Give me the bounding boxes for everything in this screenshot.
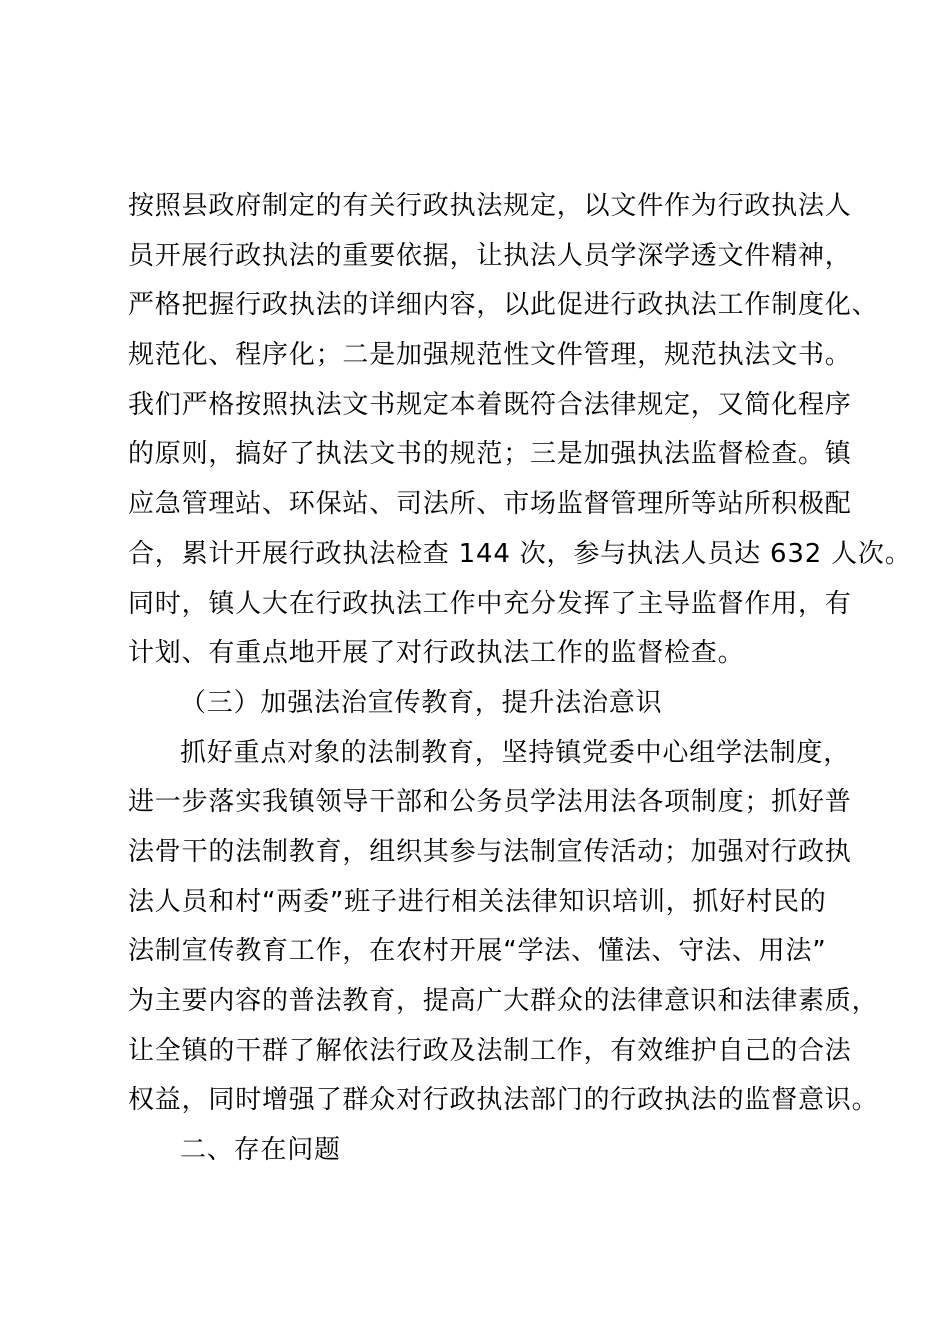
chapter-heading: 二、存在问题: [180, 1135, 341, 1166]
document-body: [128, 182, 912, 1176]
text-line: 为主要内容的普法教育，提高广大群众的法律意识和法律素质，: [128, 986, 879, 1016]
text-line: 我们严格按照执法文书规定本着既符合法律规定，又简化程序: [128, 389, 852, 420]
text-line: 的原则，搞好了执法文书的规范；三是加强执法监督检查。镇: [128, 439, 852, 470]
text-line: 法制宣传教育工作，在农村开展“学法、懂法、守法、用法”: [128, 936, 827, 967]
text-line: 应急管理站、环保站、司法所、市场监督管理所等站所积极配: [128, 489, 852, 520]
section-heading: （三）加强法治宣传教育，提升法治意识: [180, 687, 663, 718]
text-line: 规范化、程序化；二是加强规范性文件管理，规范执法文书。: [128, 340, 852, 371]
text-line: 严格把握行政执法的详细内容，以此促进行政执法工作制度化、: [128, 290, 879, 321]
text-line: 法人员和村“两委”班子进行相关法律知识培训，抓好村民的: [128, 886, 827, 917]
text-line: 合，累计开展行政执法检查 144 次，参与执法人员达 632 人次。: [128, 538, 912, 569]
text-line: 同时，镇人大在行政执法工作中充分发挥了主导监督作用，有: [128, 588, 852, 619]
paragraph-first-line: 抓好重点对象的法制教育，坚持镇党委中心组学法制度，: [180, 737, 851, 768]
text-line: 按照县政府制定的有关行政执法规定，以文件作为行政执法人: [128, 191, 852, 221]
text-line: 进一步落实我镇领导干部和公务员学法用法各项制度；抓好普: [128, 787, 852, 818]
text-line: 法骨干的法制教育，组织其参与法制宣传活动；加强对行政执: [128, 836, 852, 867]
text-line: 让全镇的干群了解依法行政及法制工作，有效维护自己的合法: [128, 1035, 852, 1066]
text-line: 员开展行政执法的重要依据，让执法人员学深学透文件精神，: [128, 240, 852, 271]
text-line: 计划、有重点地开展了对行政执法工作的监督检查。: [128, 638, 745, 669]
text-line: 权益，同时增强了群众对行政执法部门的行政执法的监督意识。: [128, 1085, 879, 1116]
